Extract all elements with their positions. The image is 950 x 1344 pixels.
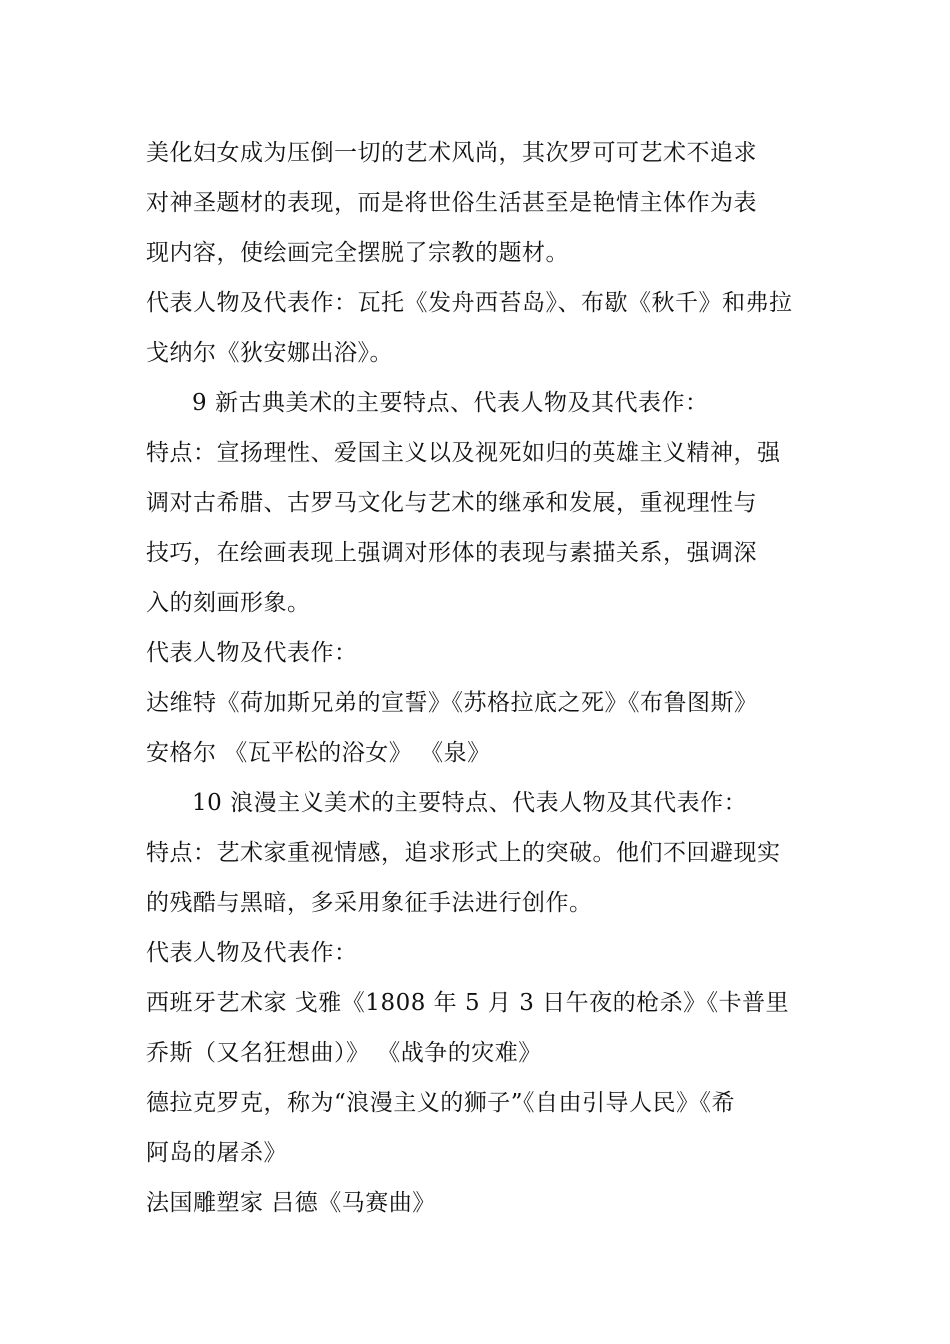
text-line: 代表人物及代表作： — [146, 940, 358, 966]
text-line: 调对古希腊、古罗马文化与艺术的继承和发展，重视理性与 — [146, 490, 757, 516]
text-line: 阿岛的屠杀》 — [146, 1140, 287, 1166]
section-heading-neoclassical: 9 新古典美术的主要特点、代表人物及其代表作： — [192, 390, 709, 416]
text-line: 美化妇女成为压倒一切的艺术风尚，其次罗可可艺术不追求 — [146, 140, 757, 166]
text-line: 特点：宣扬理性、爱国主义以及视死如归的英雄主义精神，强 — [146, 440, 781, 466]
text-line: 乔斯（又名狂想曲）》 《战争的灾难》 — [146, 1040, 542, 1066]
text-line: 代表人物及代表作： — [146, 640, 358, 666]
text-line: 入的刻画形象。 — [146, 590, 311, 616]
text-line: 代表人物及代表作：瓦托《发舟西苔岛》、布歇《秋千》和弗拉 — [146, 290, 793, 316]
text-line: 技巧，在绘画表现上强调对形体的表现与素描关系，强调深 — [146, 540, 757, 566]
text-line: 现内容，使绘画完全摆脱了宗教的题材。 — [146, 240, 569, 266]
text-line: 的残酷与黑暗，多采用象征手法进行创作。 — [146, 890, 593, 916]
text-line: 达维特《荷加斯兄弟的宣誓》《苏格拉底之死》《布鲁图斯》 — [146, 690, 758, 716]
text-line: 西班牙艺术家 戈雅《1808 年 5 月 3 日午夜的枪杀》《卡普里 — [146, 990, 790, 1016]
section-heading-romanticism: 10 浪漫主义美术的主要特点、代表人物及其代表作： — [192, 790, 748, 816]
text-line: 安格尔 《瓦平松的浴女》 《泉》 — [146, 740, 491, 766]
text-line: 特点：艺术家重视情感，追求形式上的突破。他们不回避现实 — [146, 840, 781, 866]
text-line: 对神圣题材的表现，而是将世俗生活甚至是艳情主体作为表 — [146, 190, 757, 216]
text-line: 德拉克罗克，称为“浪漫主义的狮子”《自由引导人民》《希 — [146, 1090, 736, 1116]
text-line: 戈纳尔《狄安娜出浴》。 — [146, 340, 393, 366]
text-line: 法国雕塑家 吕德《马赛曲》 — [146, 1190, 436, 1216]
